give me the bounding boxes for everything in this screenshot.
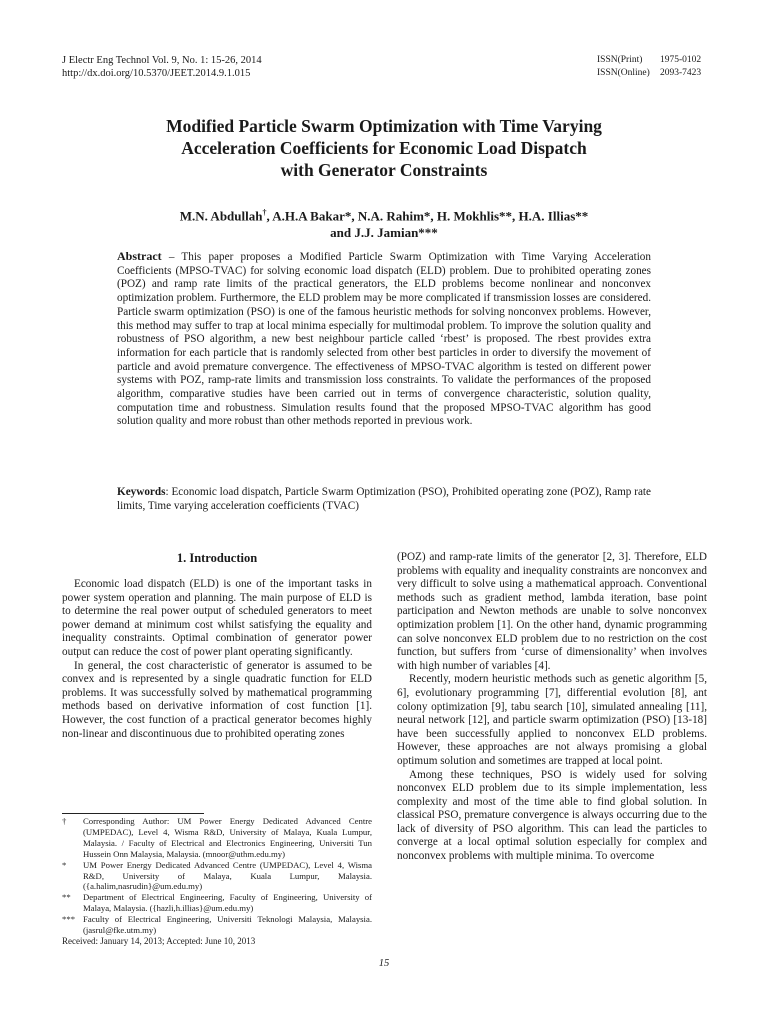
footnote-mark: † xyxy=(62,816,67,826)
authors-line-2: and J.J. Jamian*** xyxy=(330,225,438,241)
issn-print: 1975-0102 xyxy=(660,55,702,65)
section-heading: 1. Introduction xyxy=(176,551,258,565)
issn-print-label: ISSN(Print) xyxy=(597,55,643,65)
doi-link[interactable]: http://dx.doi.org/10.5370/JEET.2014.9.1.015 xyxy=(62,68,251,79)
footnote-mark: ** xyxy=(62,892,71,903)
footnote xyxy=(62,914,372,936)
abstract-label: Abstract xyxy=(117,249,162,263)
page-number: 15 xyxy=(378,958,390,969)
issn-online: 2093-7423 xyxy=(660,68,702,78)
title-line-3: with Generator Constraints xyxy=(280,160,488,180)
paragraph: In general, the cost characteristic of generator is assumed to be convex and is represented by a single quadratic function for ELD problems. It was successfully solved by mathematical programming methods based on derivative information of cost function [1]. However, the cost function of a practical generator becomes highly non-linear and discontinuous due to prohibited operating zones xyxy=(62,659,372,740)
paper-title xyxy=(110,115,658,181)
footnote-text: Corresponding Author: UM Power Energy Dedicated Advanced Centre (UMPEDAC), Level 4, Wisma R&D, University of Malaya, Kuala Lumpur, Malaysia. / Faculty of Electrical and Electronics Engineering, Universiti Tun Hussein Onn Malaysia, Malaysia. (mnoor@uthm.edu.my) xyxy=(83,816,372,859)
footnote-text: Department of Electrical Engineering, Faculty of Engineering, University of Malaya, Malaysia. ({hazli,h.illias}@um.edu.my) xyxy=(83,892,372,914)
issn-online-label: ISSN(Online) xyxy=(597,68,650,78)
footnote xyxy=(62,892,372,914)
footnote xyxy=(62,816,372,860)
keywords-text: : Economic load dispatch, Particle Swarm Optimization (PSO), Prohibited operating zone (POZ), Ramp rate limits, Time varying acceleration coefficients (TVAC) xyxy=(117,486,651,512)
paragraph: Among these techniques, PSO is widely used for solving nonconvex ELD problem due to its simple implementation, less complexity and most of the time able to find global solution. In classical PSO, premature convergence is always occurring due to the lack of diversity of PSO algorithm. This can lead the particles to converge at a local optimal solution especially for complex and nonconvex problems with multiple minima. To overcome xyxy=(397,768,707,863)
left-column xyxy=(62,551,372,741)
issn-block xyxy=(597,54,701,80)
footnote-mark: *** xyxy=(62,914,76,925)
footnote-text: Faculty of Electrical Engineering, Universiti Teknologi Malaysia, Malaysia. (jasrul@fke.utm.my) xyxy=(83,914,372,936)
footnote xyxy=(62,860,372,893)
right-column xyxy=(397,551,707,864)
journal-header xyxy=(62,54,262,80)
keywords xyxy=(117,486,651,513)
footnote-mark: * xyxy=(62,859,67,870)
corresponding-mark: † xyxy=(262,208,267,217)
authors-rest: , A.H.A Bakar*, N.A. Rahim*, H. Mokhlis**, H.A. Illias** xyxy=(266,208,589,224)
paragraph: (POZ) and ramp-rate limits of the generator [2, 3]. Therefore, ELD problems with equality and inequality constraints are nonconvex and very difficult to solve using a mathematical approach. Conventional methods such as gradient method, lambda iteration, base point participation and Newton methods are unable to solve nonconvex optimization problem [1]. On the other hand, dynamic programming can solve nonconvex ELD problem due to no restriction on the cost function, but suffers from ‘curse of dimensionality’ when involves with high number of variables [4]. xyxy=(397,551,707,672)
title-line-1: Modified Particle Swarm Optimization with Time Varying xyxy=(166,116,602,136)
footnote-text: UM Power Energy Dedicated Advanced Centre (UMPEDAC), Level 4, Wisma R&D, University of Malaya, Kuala Lumpur, Malaysia. ({a.halim,nasrudin}@um.edu.my) xyxy=(83,859,372,892)
journal-citation: J Electr Eng Technol Vol. 9, No. 1: 15-26, 2014 xyxy=(62,55,262,66)
author-list xyxy=(110,204,658,241)
abstract xyxy=(117,250,651,429)
paragraph: Recently, modern heuristic methods such as genetic algorithm [5, 6], evolutionary programming [7], differential evolution [8], ant colony optimization [9], tabu search [10], simulated annealing [11], neural network [12], and particle swarm optimization (PSO) [13-18] have been successfully applied to nonconvex ELD problems. However, these approaches are not always promising a global optimum solution and sometimes are trapped at local point. xyxy=(397,673,707,767)
keywords-label: Keywords xyxy=(117,486,166,498)
paragraph: Economic load dispatch (ELD) is one of the important tasks in power system operation and planning. The main purpose of ELD is to determine the real power output of scheduled generators to meet power demand at minimum cost whilst satisfying the equality and inequality constraints. Optimal combination of generator power output can reduce the cost of power plant operating significantly. xyxy=(62,578,372,658)
received-dates: Received: January 14, 2013; Accepted: June 10, 2013 xyxy=(62,935,256,946)
footnotes xyxy=(62,816,372,947)
author-first: M.N. Abdullah xyxy=(179,208,263,224)
title-line-2: Acceleration Coefficients for Economic Load Dispatch xyxy=(181,138,587,158)
abstract-text: – This paper proposes a Modified Particle Swarm Optimization with Time Varying Acceleration Coefficients (MPSO-TVAC) for solving economic load dispatch (ELD) problem. Due to prohibited operating zones (POZ) and ramp rate limits of the practical generators, the ELD problems become nonlinear and nonconvex optimization problem. Furthermore, the ELD problem may be more complicated if transmission losses are considered. Particle swarm optimization (PSO) is one of the famous heuristic methods for solving nonconvex problems. However, this method may suffer to trap at local minima especially for multimodal problem. To improve the solution quality and robustness of PSO algorithm, a new best neighbour particle called ‘rbest’ is proposed. The rbest provides extra information for each particle that is randomly selected from other best particles in order to diversify the movement of particle and avoid premature convergence. The effectiveness of MPSO-TVAC algorithm is tested on different power systems with POZ, ramp-rate limits and transmission loss constraints. To validate the performances of the proposed algorithm, comparative studies have been carried out in terms of convergence characteristic, solution quality, computation time and robustness. Simulation results found that the proposed MPSO-TVAC algorithm has good solution quality and more robust than other methods reported in previous work. xyxy=(117,251,651,428)
footnote-divider xyxy=(62,813,204,814)
